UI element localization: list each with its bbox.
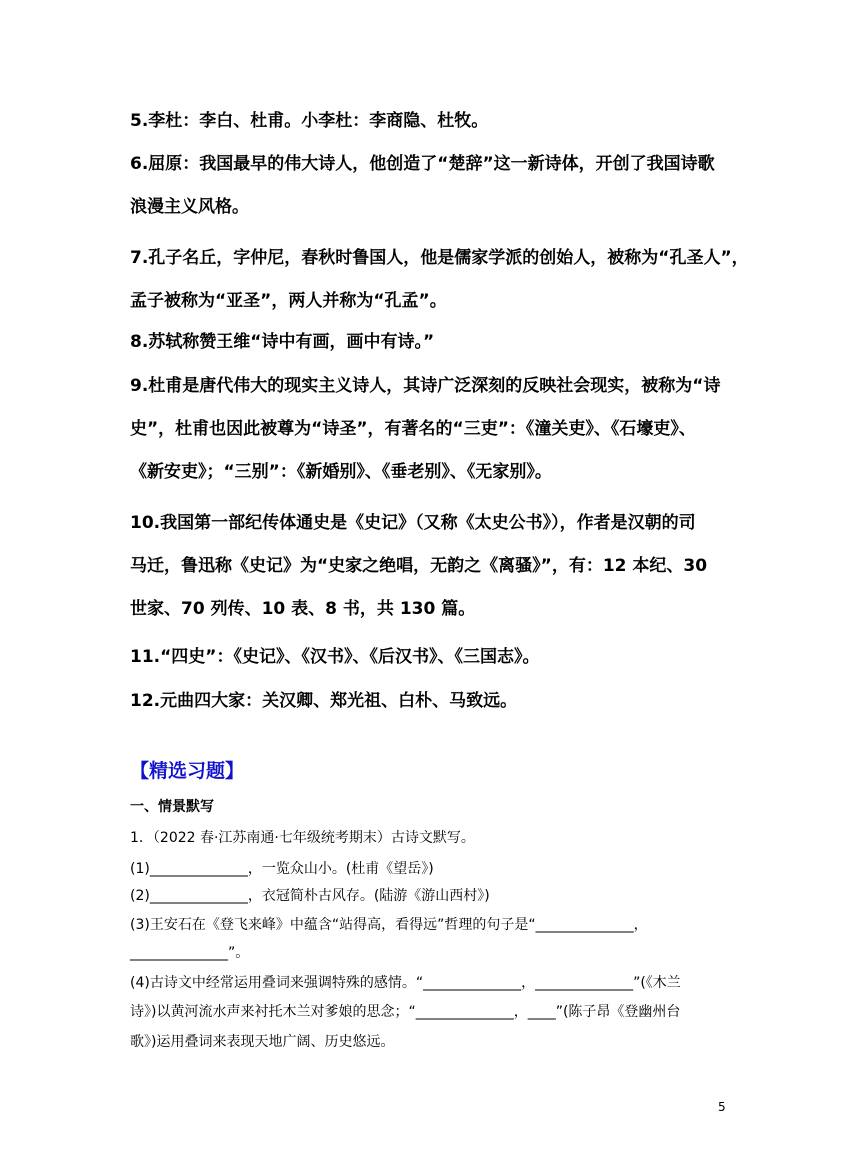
- page-number: 5: [718, 1100, 726, 1114]
- knowledge-line: 12.元曲四大家：关汉卿、郑光祖、白朴、马致远。: [130, 691, 518, 711]
- knowledge-line: 世家、70 列传、10 表、8 书，共 130 篇。: [130, 599, 476, 619]
- knowledge-line: 7.孔子名丘，字仲尼，春秋时鲁国人，他是儒家学派的创始人，被称为“孔圣人”，: [130, 248, 749, 268]
- section-title: 【精选习题】: [130, 760, 245, 782]
- knowledge-line: 马迁，鲁迅称《史记》为“史家之绝唱，无韵之《离骚》”，有：12 本纪、30: [130, 556, 708, 576]
- knowledge-line: 8.苏轼称赞王维“诗中有画，画中有诗。”: [130, 332, 435, 352]
- knowledge-line: 6.屈原：我国最早的伟大诗人，他创造了“楚辞”这一新诗体，开创了我国诗歌: [130, 154, 715, 174]
- question-line: (1)______________，一览众山小。(杜甫《望岳》): [130, 861, 434, 877]
- question-line: (4)古诗文中经常运用叠词来强调特殊的感情。“______________，______________”(《木兰: [130, 975, 681, 991]
- knowledge-block: [130, 103, 740, 139]
- question-line: 歌》)运用叠词来表现天地广阔、历史悠远。: [130, 1034, 395, 1050]
- question-line: 1．（2022 春·江苏南通·七年级统考期末）古诗文默写。: [130, 830, 475, 846]
- knowledge-block: [130, 505, 740, 627]
- knowledge-line: 孟子被称为“亚圣”，两人并称为“孔孟”。: [130, 291, 447, 311]
- sub-title: 一、情景默写: [130, 799, 214, 815]
- knowledge-block: [130, 683, 740, 719]
- knowledge-block: [130, 324, 740, 360]
- knowledge-block: [130, 146, 740, 225]
- knowledge-line: 9.杜甫是唐代伟大的现实主义诗人，其诗广泛深刻的反映社会现实，被称为“诗: [130, 376, 721, 396]
- knowledge-line: 11.“四史”：《史记》、《汉书》、《后汉书》、《三国志》。: [130, 647, 540, 667]
- knowledge-line: 5.李杜：李白、杜甫。小李杜：李商隐、杜牧。: [130, 111, 489, 131]
- knowledge-block: [130, 240, 749, 319]
- knowledge-block: [130, 368, 740, 490]
- knowledge-line: 史”，杜甫也因此被尊为“诗圣”，有著名的“三吏”：《潼关吏》、《石壕吏》、: [130, 419, 696, 439]
- question-line: (2)______________，衣冠简朴古风存。(陆游《游山西村》): [130, 888, 490, 904]
- knowledge-line: 浪漫主义风格。: [130, 197, 249, 217]
- knowledge-line: 10.我国第一部纪传体通史是《史记》（又称《太史公书》），作者是汉朝的司: [130, 513, 696, 533]
- knowledge-line: 《新安吏》；“三别”：《新婚别》、《垂老别》、《无家别》。: [130, 462, 552, 482]
- question-line: 诗》)以黄河流水声来衬托木兰对爹娘的思念；“______________，____”(陈子昂《登幽州台: [130, 1004, 681, 1020]
- question-line: (3)王安石在《登飞来峰》中蕴含“站得高，看得远”哲理的句子是“______________，: [130, 917, 648, 933]
- question-line: ______________”。: [130, 945, 250, 961]
- knowledge-block: [130, 639, 740, 675]
